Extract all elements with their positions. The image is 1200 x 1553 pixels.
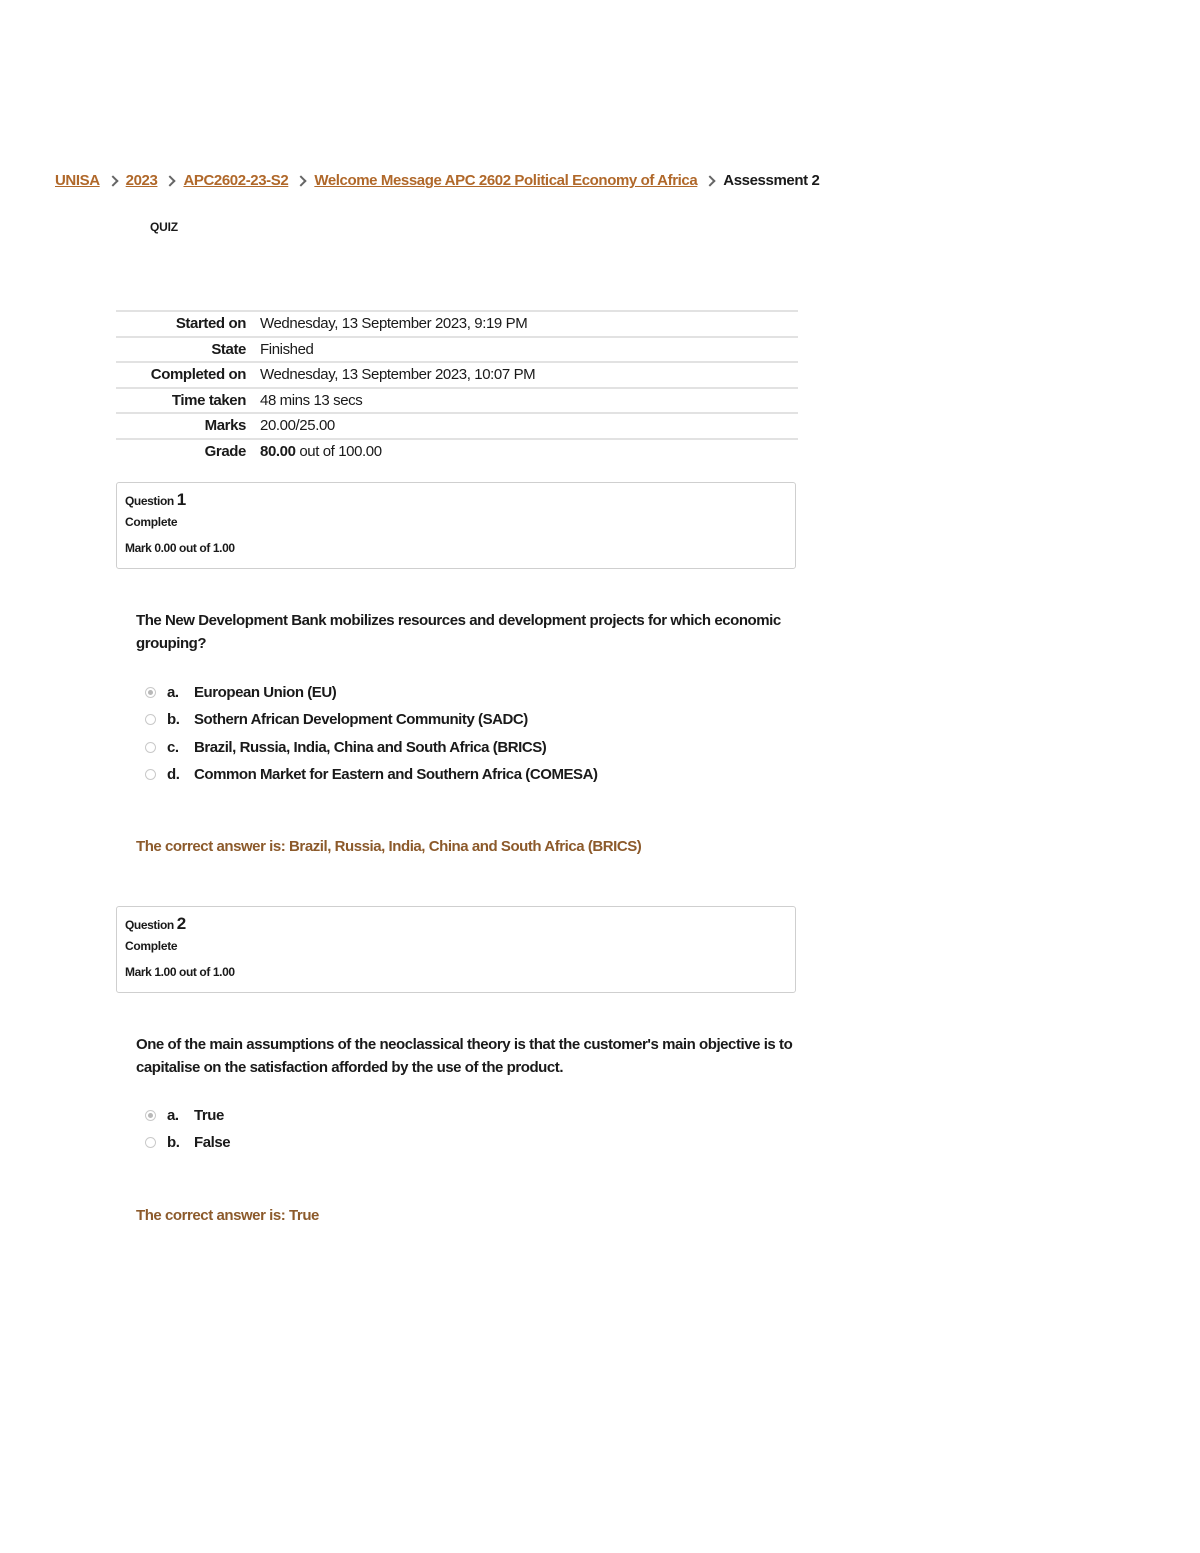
summary-row-marks — [116, 413, 798, 439]
summary-value: Wednesday, 13 September 2023, 10:07 PM — [260, 362, 798, 388]
summary-label: Marks — [116, 413, 260, 439]
breadcrumb-link-year[interactable]: 2023 — [125, 172, 158, 189]
breadcrumb-link-unisa[interactable]: UNISA — [55, 172, 100, 189]
answer-option[interactable] — [145, 734, 598, 761]
answer-option[interactable] — [145, 679, 598, 706]
summary-value: 48 mins 13 secs — [260, 388, 798, 414]
summary-label: Completed on — [116, 362, 260, 388]
option-letter: d. — [167, 766, 180, 784]
radio-button[interactable] — [145, 714, 156, 725]
question-info-box — [116, 906, 796, 993]
question-number: Question 2 — [125, 914, 187, 933]
chevron-right-icon — [296, 176, 306, 186]
grade-out-of: out of 100.00 — [295, 442, 382, 460]
summary-value: 20.00/25.00 — [260, 413, 798, 439]
summary-label: State — [116, 337, 260, 363]
answer-options — [145, 1102, 230, 1157]
breadcrumb — [55, 172, 819, 189]
summary-row-time — [116, 388, 798, 414]
radio-button-checked[interactable] — [145, 1110, 156, 1121]
chevron-right-icon — [705, 176, 715, 186]
question-text: The New Development Bank mobilizes resources and development projects for which economic grouping? — [136, 612, 781, 652]
summary-row-grade — [116, 439, 798, 464]
breadcrumb-current: Assessment 2 — [723, 172, 820, 189]
answer-option[interactable] — [145, 1129, 230, 1156]
answer-option[interactable] — [145, 706, 598, 733]
chevron-right-icon — [108, 176, 118, 186]
option-text: European Union (EU) — [194, 684, 337, 702]
option-letter: b. — [167, 711, 180, 729]
chevron-right-icon — [165, 176, 175, 186]
attempt-summary-table — [116, 310, 798, 463]
summary-label: Time taken — [116, 388, 260, 414]
summary-value: Wednesday, 13 September 2023, 9:19 PM — [260, 311, 798, 337]
summary-row-started — [116, 311, 798, 337]
summary-value — [260, 439, 798, 464]
radio-button-checked[interactable] — [145, 687, 156, 698]
page-type-label: QUIZ — [150, 220, 178, 234]
question-text: One of the main assumptions of the neoclassical theory is that the customer's main objective is to capitalise on the satisfaction afforded by the use of the product. — [136, 1036, 793, 1076]
option-text: Common Market for Eastern and Southern Africa (COMESA) — [194, 766, 598, 784]
option-letter: a. — [167, 1107, 179, 1125]
summary-label: Grade — [116, 439, 260, 464]
answer-option[interactable] — [145, 1102, 230, 1129]
answer-option[interactable] — [145, 761, 598, 788]
question-mark: Mark 1.00 out of 1.00 — [125, 965, 235, 979]
breadcrumb-link-course[interactable]: APC2602-23-S2 — [183, 172, 289, 189]
radio-button[interactable] — [145, 742, 156, 753]
option-text: Brazil, Russia, India, China and South Africa (BRICS) — [194, 738, 547, 756]
option-letter: a. — [167, 684, 179, 702]
summary-row-completed — [116, 362, 798, 388]
summary-value: Finished — [260, 337, 798, 363]
option-letter: c. — [167, 738, 179, 756]
grade-score: 80.00 — [260, 442, 296, 460]
option-text: True — [194, 1107, 224, 1125]
option-text: Sothern African Development Community (SADC) — [194, 711, 528, 729]
breadcrumb-link-section[interactable]: Welcome Message APC 2602 Political Economy of Africa — [314, 172, 698, 189]
option-letter: b. — [167, 1134, 180, 1152]
radio-button[interactable] — [145, 769, 156, 780]
question-state: Complete — [125, 939, 178, 953]
answer-options — [145, 679, 598, 788]
correct-answer-feedback: The correct answer is: Brazil, Russia, India, China and South Africa (BRICS) — [136, 838, 642, 855]
option-text: False — [194, 1134, 231, 1152]
question-mark: Mark 0.00 out of 1.00 — [125, 541, 235, 555]
question-info-box — [116, 482, 796, 569]
question-number: Question 1 — [125, 490, 187, 509]
summary-label: Started on — [116, 311, 260, 337]
summary-row-state — [116, 337, 798, 363]
question-state: Complete — [125, 515, 178, 529]
correct-answer-feedback: The correct answer is: True — [136, 1207, 319, 1224]
radio-button[interactable] — [145, 1137, 156, 1148]
